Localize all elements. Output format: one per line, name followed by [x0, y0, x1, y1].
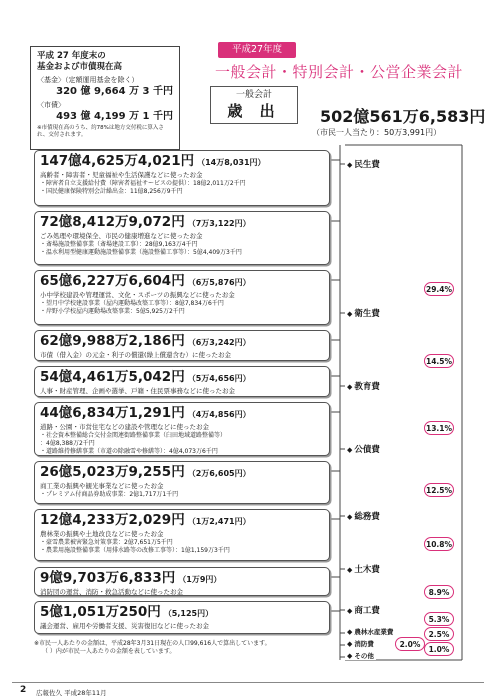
- item-per-capita: （5,125円）: [163, 609, 214, 618]
- item-description: 議会運営、雇用や労働者支援、災害復旧などに使ったお金: [40, 622, 209, 630]
- footnote-line-1: ※市民一人あたりの金額は、平成28年3月31日現在の人口99,616人で算出しています。: [34, 640, 271, 647]
- item-amount: 62億9,988万2,186円: [40, 333, 185, 349]
- category-percent: 12.5%: [424, 483, 454, 497]
- item-per-capita: （6万3,242円）: [187, 338, 251, 347]
- category-name: 公債費: [354, 445, 380, 455]
- item-amount: 72億8,412万9,072円: [40, 214, 185, 230]
- category-label: [345, 639, 376, 648]
- category-label: [345, 307, 382, 319]
- item-detail: ・国民健康保険特別会計繰出金：11億8,256万9千円: [40, 188, 183, 196]
- item-detail: ・望月中学校建設事業（屋内運動場改築工事等）：8億7,834万6千円: [40, 300, 224, 307]
- expenditure-item: [34, 601, 330, 634]
- bond-amount: 493 億 4,199 万 1 千円: [56, 111, 173, 122]
- item-amount: 5億1,051万250円: [40, 604, 161, 620]
- item-amount-row: [40, 214, 324, 232]
- item-amount: 54億4,461万5,042円: [40, 369, 185, 385]
- diamond-icon: ◆: [347, 310, 353, 318]
- category-label: [345, 651, 376, 660]
- item-amount-row: [40, 273, 324, 291]
- item-amount-row: [40, 604, 324, 622]
- expenditure-item: [34, 509, 330, 561]
- expenditure-label: 歳 出: [227, 102, 281, 120]
- item-amount-row: [40, 405, 324, 423]
- category-name: 商工費: [354, 606, 380, 616]
- page-number: 2: [20, 685, 27, 695]
- bottom-rule: [12, 682, 484, 683]
- expenditure-item: [34, 330, 330, 361]
- item-detail: ・障害者自立支援給付費（障害者福祉サービスの提供）：18億2,011万2千円: [40, 180, 246, 187]
- item-amount-row: [40, 570, 324, 588]
- item-amount-row: [40, 153, 324, 171]
- category-name: 土木費: [354, 565, 380, 575]
- diamond-icon: ◆: [347, 446, 353, 454]
- category-label: [345, 563, 382, 575]
- item-description: 消防団の運営、消防・救急活動などに使ったお金: [40, 588, 183, 596]
- item-amount-row: [40, 369, 324, 387]
- category-percent: 5.3%: [424, 612, 454, 626]
- category-label: [345, 443, 382, 455]
- item-description: 農林業の振興や土地改良などに使ったお金: [40, 530, 164, 538]
- bond-label: 〈市債〉: [37, 101, 65, 109]
- category-name: 総務費: [354, 512, 380, 522]
- item-description: 道路・公園・市営住宅などの建設や管理などに使ったお金: [40, 423, 209, 431]
- item-amount-row: [40, 333, 324, 351]
- expenditure-item: [34, 567, 330, 596]
- diamond-icon: ◆: [347, 383, 353, 391]
- category-name: 衛生費: [354, 309, 380, 319]
- category-name: 民生費: [354, 160, 380, 170]
- item-detail: ・農業用施設整備事業（用排水路等の改修工事等）：1億1,159万3千円: [40, 547, 230, 555]
- total-expenditure: 502億561万6,583円: [320, 107, 486, 126]
- diamond-icon: ◆: [347, 628, 353, 636]
- fund-amount: 320 億 9,664 万 3 千円: [56, 86, 173, 97]
- expenditure-item: [34, 270, 330, 325]
- item-detail: ・道路維持修繕事業（市道の除融雪や修繕等）：4億4,073万6千円: [40, 448, 218, 456]
- category-label: [345, 158, 382, 170]
- item-amount-row: [40, 464, 324, 482]
- expenditure-item: [34, 402, 330, 456]
- item-amount: 26億5,023万9,255円: [40, 464, 185, 480]
- per-capita-total: （市民一人当たり：50万3,991円）: [312, 128, 442, 137]
- item-amount: 9億9,703万6,833円: [40, 570, 176, 586]
- category-percent: 10.8%: [424, 537, 454, 551]
- footnote: [34, 640, 271, 656]
- category-name: その他: [354, 652, 374, 660]
- fund-label: 〈基金〉（定額運用基金を除く）: [37, 76, 139, 84]
- category-percent: 8.9%: [424, 585, 454, 599]
- diamond-icon: ◆: [347, 161, 353, 169]
- category-name: 農林水産業費: [354, 628, 394, 636]
- item-detail: ・社会資本整備総合交付金関連街路整備事業（臼田地域道路整備等）: [40, 432, 227, 439]
- diamond-icon: ◆: [347, 640, 353, 648]
- item-per-capita: （7万3,122円）: [187, 219, 251, 228]
- page-title: 一般会計・特別会計・公営企業会計: [215, 63, 464, 81]
- expenditure-item: [34, 461, 330, 504]
- item-description: 小中学校建設や管理運営、文化・スポーツの振興などに使ったお金: [40, 291, 235, 299]
- item-per-capita: （5万4,656円）: [187, 374, 251, 383]
- item-per-capita: （4万4,856円）: [187, 410, 251, 419]
- item-detail: ・温水利用型健康運動施設整備事業（施設整備工事等）：5億4,409万3千円: [40, 249, 242, 257]
- expenditure-item: [34, 366, 330, 397]
- issue-label: 広報佐久 平成28年11月: [36, 689, 107, 697]
- item-description: 市債（借入金）の元金・利子の償還(繰上償還含む）に使ったお金: [40, 351, 232, 359]
- category-label: [345, 510, 382, 522]
- item-detail: ：4億8,388万2千円: [40, 440, 95, 448]
- category-percent: 2.0%: [395, 637, 425, 651]
- item-per-capita: （1万9円）: [178, 575, 222, 584]
- year-badge: 平成27年度: [218, 42, 296, 58]
- item-description: 商工業の振興や観光事業などに使ったお金: [40, 482, 164, 490]
- item-detail: ・プレミアム付商品券助成事業：2億1,717万1千円: [40, 491, 179, 498]
- category-label: [345, 627, 395, 636]
- category-label: [345, 604, 382, 616]
- item-per-capita: （14万8,031円）: [197, 158, 266, 167]
- item-amount: 147億4,625万4,021円: [40, 153, 195, 169]
- diamond-icon: ◆: [347, 607, 353, 615]
- category-name: 教育費: [354, 382, 380, 392]
- item-amount: 12億4,233万2,029円: [40, 512, 185, 528]
- diamond-icon: ◆: [347, 566, 353, 574]
- item-per-capita: （1万2,471円）: [187, 517, 251, 526]
- footnote-line-2: （ ）内が市民一人あたりの金額を表しています。: [42, 648, 176, 655]
- category-label: [345, 380, 382, 392]
- item-per-capita: （2万6,605円）: [187, 469, 251, 478]
- item-amount: 44億6,834万1,291円: [40, 405, 185, 421]
- diamond-icon: ◆: [347, 652, 353, 660]
- category-percent: 2.5%: [424, 627, 454, 641]
- fund-title-2: 基金および市債現在高: [37, 62, 123, 72]
- expenditure-item: [34, 150, 330, 206]
- item-amount: 65億6,227万6,604円: [40, 273, 185, 289]
- item-detail: ・斎場施設整備事業（斎場建設工事）：28億9,163万4千円: [40, 241, 198, 248]
- category-percent: 14.5%: [424, 354, 454, 368]
- fund-title-1: 平成 27 年度末の: [37, 51, 106, 61]
- item-description: 人事・財産管理、企画や選挙、戸籍・住民票事務などに使ったお金: [40, 387, 235, 395]
- general-account-label: 一般会計: [235, 90, 272, 100]
- category-percent: 1.0%: [424, 642, 454, 656]
- item-amount-row: [40, 512, 324, 530]
- item-detail: ・岸野小学校屋内運動場改築事業：5億5,925万2千円: [40, 308, 185, 316]
- item-detail: ・豪雪農業被害緊急対策事業：2億7,651万5千円: [40, 539, 173, 546]
- item-description: 高齢者・障害者・児童福祉や生活保護などに使ったお金: [40, 171, 203, 179]
- bond-note: ※市債現在高のうち、約78%は地方交付税に算入され、交付されます。: [37, 125, 164, 138]
- expenditure-item: [34, 211, 330, 265]
- category-percent: 29.4%: [424, 282, 454, 296]
- category-percent: 13.1%: [424, 421, 454, 435]
- diamond-icon: ◆: [347, 513, 353, 521]
- category-name: 消防費: [354, 640, 374, 648]
- item-description: ごみ処理や環境保全、市民の健康増進などに使ったお金: [40, 232, 203, 240]
- item-per-capita: （6万5,876円）: [187, 278, 251, 287]
